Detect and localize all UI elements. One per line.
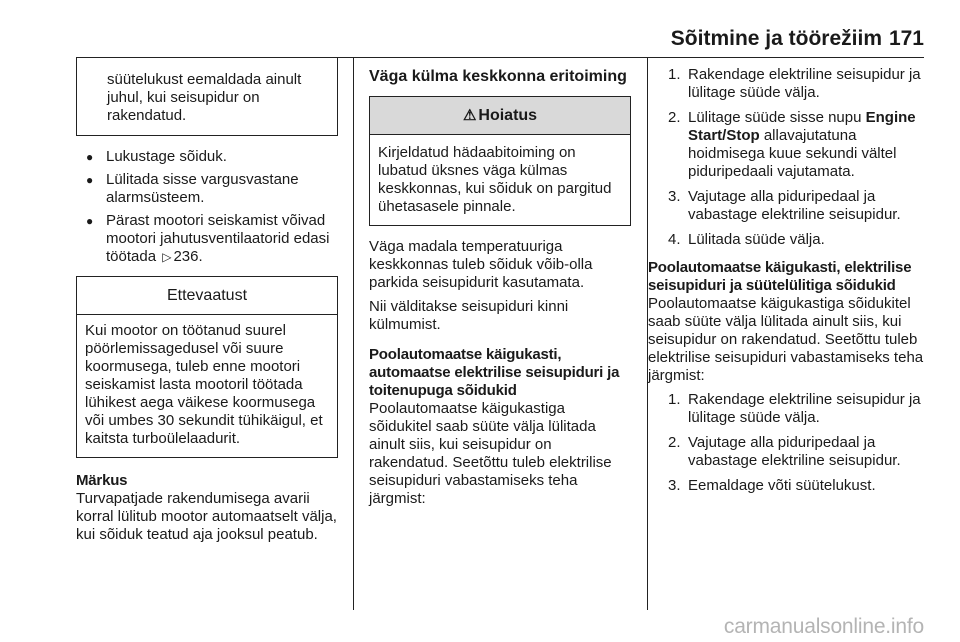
caution-title: Ettevaatust	[77, 277, 337, 315]
list-item-text: Pärast mootori seiskamist võivad mootori jahutusventilaatorid edasi töötada	[106, 212, 330, 265]
warning-header	[370, 97, 630, 135]
step-number: 3.	[668, 188, 681, 205]
warning-box	[369, 96, 631, 226]
step-text: Vajutage alla piduripedaal ja vabastage elektriline seisupidur.	[688, 188, 901, 223]
step-number: 1.	[668, 391, 681, 408]
column-2	[369, 58, 631, 508]
step-text: Lülitage süüde sisse nupu	[688, 109, 866, 126]
step-text: Vajutage alla piduripedaal ja vabastage elektriline seisupidur.	[688, 434, 901, 469]
warning-triangle-icon: ⚠	[462, 107, 477, 124]
note-text: Turvapatjade rakendumisega avarii korral lülitub mootor automaatselt välja, kui sõiduk teatud aja jooksul peatub.	[76, 490, 337, 543]
note-title: Märkus	[76, 472, 128, 489]
list-item	[648, 231, 924, 249]
warning-title: Hoiatus	[478, 107, 538, 124]
page-reference-arrow-icon: ▷	[162, 250, 172, 264]
column-3	[648, 58, 924, 502]
caution-text: Kui mootor on töötanud suurel pöörlemissagedusel või suure koormusega, tuleb enne mootori seiskamist lasta mootoril töötada lühikest aega väikese koormusega või umbes 30 sekundit tühikäigul, et kaitsta turboülelaadurit.	[85, 322, 323, 447]
list-item	[648, 188, 924, 224]
step-text: Rakendage elektriline seisupidur ja lülitage süüde välja.	[688, 66, 921, 101]
list-item	[76, 212, 338, 266]
step-text: Rakendage elektriline seisupidur ja lülitage süüde välja.	[688, 391, 921, 426]
step-number: 2.	[668, 434, 681, 451]
column-1	[76, 58, 338, 544]
subsection-title: Poolautomaatse käigukasti, automaatse elektrilise seisupiduri ja toitenupuga sõidukid	[369, 346, 620, 399]
caution-box	[76, 276, 338, 458]
paragraph: Poolautomaatse käigukastiga sõidukitel saab süüte välja lülitada ainult siis, kui seisupidur on rakendatud. Seetõttu tuleb elektrilise seisupiduri vabastamiseks teha järgmist:	[369, 400, 612, 507]
page-header	[0, 0, 960, 56]
subsection-title: Poolautomaatse käigukasti, elektrilise seisupiduri ja süütelülitiga sõidukid	[648, 259, 912, 294]
step-number: 1.	[668, 66, 681, 83]
paragraph: Väga madala temperatuuriga keskkonnas tuleb sõiduk võib-olla parkida seisupidurit kasutamata.	[369, 238, 593, 291]
step-number: 4.	[668, 231, 681, 248]
watermark: carmanualsonline.info	[723, 615, 924, 638]
list-item	[648, 109, 924, 181]
step-number: 3.	[668, 477, 681, 494]
list-item	[648, 477, 924, 495]
list-item	[76, 148, 338, 166]
button-name: Engine Start/Stop	[688, 109, 916, 144]
section-title: Väga külma keskkonna eritoiming	[369, 68, 627, 85]
step-number: 2.	[668, 109, 681, 126]
list-item	[648, 66, 924, 102]
list-item	[76, 171, 338, 207]
page-reference[interactable]: 236.	[173, 248, 203, 265]
paragraph: Nii välditakse seisupiduri kinni külmumist.	[369, 298, 569, 333]
header-title: Sõitmine ja töörežiim	[670, 27, 882, 50]
steps-list-2	[648, 391, 924, 495]
steps-list	[648, 66, 924, 249]
list-item	[648, 391, 924, 427]
step-text: Eemaldage võti süütelukust.	[688, 477, 876, 494]
continued-box	[76, 58, 338, 136]
step-text: Lülitada süüde välja.	[688, 231, 825, 248]
bullet-list	[76, 148, 338, 266]
page-number: 171	[888, 27, 924, 50]
list-item	[648, 434, 924, 470]
warning-text: Kirjeldatud hädaabitoiming on lubatud üksnes väga külmas keskkonnas, kui sõiduk on pargitud ühetasasele pinnale.	[378, 144, 612, 215]
paragraph: Poolautomaatse käigukastiga sõidukitel saab süüte välja lülitada ainult siis, kui seisupidur on rakendatud. Seetõttu tuleb elektrilise seisupiduri vabastamiseks teha järgmist:	[648, 295, 924, 384]
continued-box-text: süütelukust eemaldada ainult juhul, kui seisupidur on rakendatud.	[107, 71, 302, 124]
step-text: allavajutatuna hoidmisega kuue sekundi vältel piduripedaali vajutamata.	[688, 127, 897, 180]
list-item-text: Lukustage sõiduk.	[106, 148, 227, 165]
column-divider-1	[353, 58, 354, 610]
list-item-text: Lülitada sisse vargusvastane alarmsüsteem.	[106, 171, 299, 206]
